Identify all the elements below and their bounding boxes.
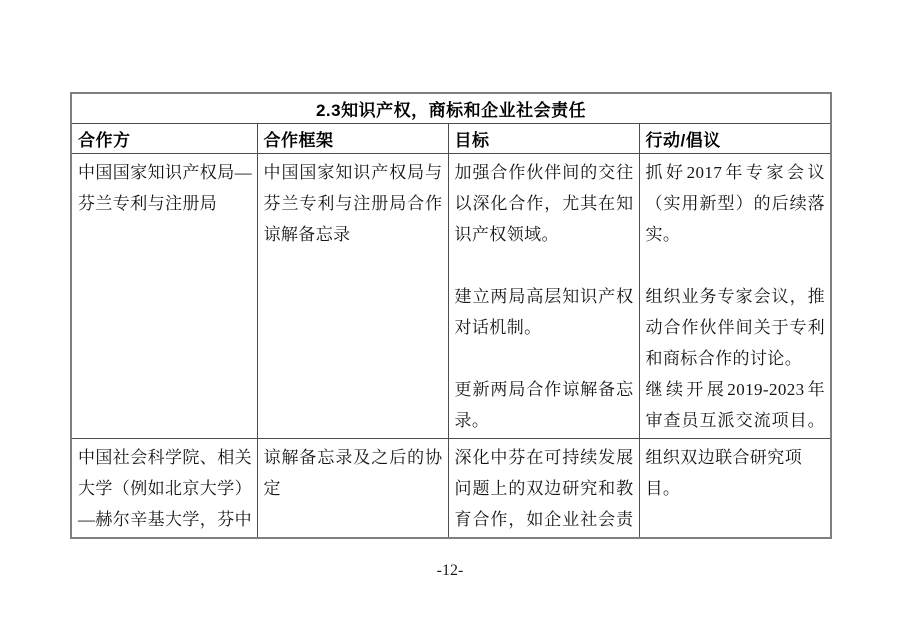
table-cell-r1-c0: [71, 439, 257, 539]
cooperation-table: [70, 92, 832, 539]
cell-line: 中国国家知识产权局—: [78, 163, 252, 182]
cell-blank-line: [455, 343, 634, 374]
table-cell-r1-c2: [448, 439, 639, 539]
cell-line: 问题上的双边研究和教: [454, 479, 634, 498]
cell-line: 芬兰专利与注册局: [78, 194, 218, 213]
column-header-2: 目标: [448, 124, 639, 154]
cell-line: 审查员互派交流项目。: [645, 411, 826, 430]
column-header-0: 合作方: [71, 124, 257, 154]
table-cell-r0-c3: [639, 154, 831, 439]
table-cell-r1-c1: [257, 439, 448, 539]
cell-line: 对话机制。: [454, 318, 542, 337]
cell-line: （实用新型）的后续落: [645, 194, 826, 213]
cell-line: 实。: [645, 225, 681, 244]
column-header-1: 合作框架: [257, 124, 448, 154]
cell-line: 更新两局合作谅解备忘: [454, 380, 634, 399]
cell-line: 大学（例如北京大学）: [78, 479, 252, 498]
cell-line: 组织双边联合研究项: [645, 448, 803, 467]
page-number: -12-: [436, 562, 464, 579]
table-row-1: [71, 439, 831, 539]
cell-line: 谅解备忘录及之后的协: [263, 448, 443, 467]
cell-line: 谅解备忘录: [263, 225, 351, 244]
cell-line: 以深化合作，尤其在知: [454, 194, 634, 213]
table-title-row: [71, 93, 831, 124]
cell-line: 目。: [645, 479, 681, 498]
cell-line: 录。: [454, 411, 490, 430]
cell-line: 动合作伙伴间关于专利: [645, 318, 826, 337]
cell-line: 和商标合作的讨论。: [645, 349, 803, 368]
cell-line: 定: [263, 479, 281, 498]
column-header-3: 行动/倡议: [639, 124, 831, 154]
table-cell-r0-c2: [448, 154, 639, 439]
table-cell-r0-c0: [71, 154, 257, 439]
table-row-0: [71, 154, 831, 439]
table-cell-r0-c1: [257, 154, 448, 439]
cell-line: 芬兰专利与注册局合作: [263, 194, 443, 213]
table-title: 2.3知识产权，商标和企业社会责任: [71, 93, 831, 124]
cell-line: —赫尔辛基大学，芬中: [78, 510, 252, 529]
cell-line: 抓好2017年专家会议: [645, 163, 826, 182]
cell-line: 加强合作伙伴间的交往: [454, 163, 634, 182]
cell-line: 育合作，如企业社会责: [454, 510, 634, 529]
cell-line: 识产权领域。: [454, 225, 559, 244]
cell-line: 中国社会科学院、相关: [78, 448, 252, 467]
cell-line: 深化中芬在可持续发展: [454, 448, 634, 467]
table-cell-r1-c3: [639, 439, 831, 539]
cell-blank-line: [455, 250, 634, 281]
cell-line: 组织业务专家会议，推: [645, 287, 826, 306]
cell-line: 继续开展2019-2023年: [645, 380, 826, 399]
cell-blank-line: [646, 250, 826, 281]
cell-line: 中国国家知识产权局与: [263, 163, 443, 182]
cell-line: 建立两局高层知识产权: [454, 287, 634, 306]
table-header-row: [71, 124, 831, 154]
